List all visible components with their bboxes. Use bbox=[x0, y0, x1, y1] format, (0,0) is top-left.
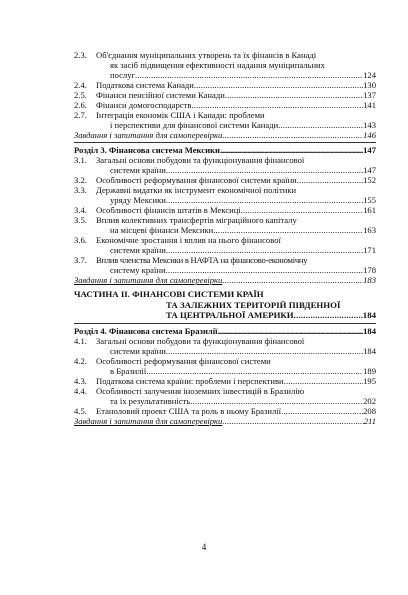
dot-leader bbox=[278, 120, 363, 130]
toc-entry-title-line: в Бразилії bbox=[110, 365, 147, 376]
toc-entry-2-7[interactable] bbox=[74, 110, 376, 130]
toc-entry-4-2[interactable] bbox=[74, 356, 376, 376]
toc-page-number: 130 bbox=[363, 80, 376, 90]
toc-entry-title: Завдання і запитання для самоперевірки bbox=[74, 130, 223, 140]
toc-entry-title: Податкова система країни: проблеми і перспективи bbox=[96, 375, 284, 386]
toc-section-4[interactable] bbox=[74, 326, 376, 336]
toc-entry-title-line: Особливості залучення іноземних інвестицій в Бразилію bbox=[96, 385, 305, 396]
toc-page-number: 152 bbox=[363, 175, 376, 185]
part-title-line: ТА ЗАЛЕЖНИХ ТЕРИТОРІЙ ПІВДЕННОЇ bbox=[166, 299, 341, 310]
dot-leader bbox=[222, 130, 363, 140]
toc-entry-number: 2.6. bbox=[74, 100, 87, 110]
toc-entry-title-line: Економічне зростання і вплив на нього фінансової bbox=[96, 235, 281, 245]
toc-entry-3-7[interactable] bbox=[74, 255, 376, 275]
dot-leader bbox=[191, 100, 363, 110]
toc-page-number: 208 bbox=[363, 405, 376, 416]
toc-section-3[interactable] bbox=[74, 145, 376, 155]
toc-entry-title: Фінанси домогосподарств bbox=[96, 100, 192, 110]
dot-leader bbox=[166, 195, 363, 205]
divider bbox=[74, 323, 376, 324]
dot-leader bbox=[213, 225, 363, 235]
toc-entry-number: 3.6. bbox=[74, 235, 87, 245]
toc-entry-4-4[interactable] bbox=[74, 386, 376, 406]
toc-page-number: 211 bbox=[363, 415, 376, 426]
toc-entry-title-line: і перспективи для фінансової системи Канади bbox=[110, 120, 279, 130]
dot-leader bbox=[194, 80, 363, 90]
toc-entry-title-line: системи країни bbox=[110, 345, 166, 356]
toc-entry-title-line: Інтеграція економік США і Канади: проблеми bbox=[96, 110, 265, 120]
toc-entry-title-line: Державні видатки як інструмент економічної політики bbox=[96, 185, 297, 195]
toc-entry-title: Завдання і запитання для самоперевірки bbox=[74, 415, 223, 426]
toc-entry-3-1[interactable] bbox=[74, 155, 376, 175]
dot-leader bbox=[166, 165, 363, 175]
toc-entry-4-1[interactable] bbox=[74, 336, 376, 356]
dot-leader bbox=[241, 205, 363, 215]
dot-leader bbox=[220, 145, 363, 155]
dot-leader bbox=[166, 245, 363, 255]
toc-self-check-tasks[interactable] bbox=[74, 130, 376, 140]
toc-entry-number: 3.5. bbox=[74, 215, 87, 225]
toc-entry-2-5[interactable] bbox=[74, 90, 376, 100]
toc-entry-number: 2.4. bbox=[74, 80, 87, 90]
toc-page-number: 141 bbox=[363, 100, 376, 110]
toc-page-number: 124 bbox=[363, 70, 376, 80]
toc-entry-title-line: системи країни bbox=[110, 165, 166, 175]
toc-entry-title-line: Вплив членства Мексики в НАФТА на фінансово-економічну bbox=[96, 255, 308, 265]
toc-page-number: 161 bbox=[363, 205, 376, 215]
toc-entry-title-line: уряду Мексики bbox=[110, 195, 166, 205]
toc-entry-3-5[interactable] bbox=[74, 215, 376, 235]
dot-leader bbox=[190, 396, 363, 406]
dot-leader bbox=[222, 275, 363, 285]
part-title-line: ТА ЦЕНТРАЛЬНОЇ АМЕРИКИ bbox=[166, 310, 294, 320]
toc-entry-number: 3.2. bbox=[74, 175, 87, 185]
toc-page-number: 195 bbox=[363, 375, 376, 386]
toc-entry-number: 3.3. bbox=[74, 185, 87, 195]
toc-entry-number: 4.3. bbox=[74, 375, 87, 386]
dot-leader bbox=[225, 90, 363, 100]
toc-page-number: 146 bbox=[363, 130, 376, 140]
toc-page-number: 202 bbox=[363, 395, 376, 406]
toc-entry-title-line: як засіб підвищення ефективності надання муніципальних bbox=[110, 60, 325, 70]
toc-entry-title-line: Вплив колективних трансфертів міграційного капіталу bbox=[96, 215, 297, 225]
toc-page-number: 171 bbox=[363, 245, 376, 255]
toc-page-number: 147 bbox=[363, 145, 376, 155]
toc-entry-3-4[interactable] bbox=[74, 205, 376, 215]
toc-entry-title: Податкова система Канади bbox=[96, 80, 194, 90]
toc-entry-number: 3.1. bbox=[74, 155, 87, 165]
toc-entry-title-line: систему країни bbox=[110, 265, 166, 275]
dot-leader bbox=[297, 175, 363, 185]
toc-entry-number: 4.1. bbox=[74, 335, 87, 346]
toc-page-number: 189 bbox=[363, 365, 376, 376]
toc-entry-title-line: Загальні основи побудови та функціонування фінансової bbox=[96, 335, 305, 346]
toc-page-number: 183 bbox=[363, 275, 376, 285]
toc-entry-number: 2.3. bbox=[74, 50, 87, 60]
toc-entry-number: 4.5. bbox=[74, 405, 87, 416]
toc-page-number: 143 bbox=[363, 120, 376, 130]
toc-page-number: 184 bbox=[363, 325, 376, 336]
toc-entry-3-2[interactable] bbox=[74, 175, 376, 185]
toc-entry-title-line: Особливості реформування фінансової системи bbox=[96, 355, 271, 366]
toc-entry-title: Особливості фінансів штатів в Мексиці bbox=[96, 205, 241, 215]
toc-entry-4-5[interactable] bbox=[74, 406, 376, 416]
toc-entry-3-6[interactable] bbox=[74, 235, 376, 255]
toc-part-2[interactable] bbox=[74, 289, 376, 321]
toc-entry-number: 3.4. bbox=[74, 205, 87, 215]
toc-entry-number: 2.7. bbox=[74, 110, 87, 120]
toc-entry-4-3[interactable] bbox=[74, 376, 376, 386]
toc-self-check-tasks[interactable] bbox=[74, 275, 376, 285]
table-of-contents bbox=[74, 50, 376, 426]
dot-leader bbox=[284, 376, 363, 386]
page-number: 4 bbox=[201, 542, 207, 552]
toc-entry-title: Особливості реформування фінансової системи країни bbox=[96, 175, 297, 185]
dot-leader bbox=[146, 366, 363, 376]
dot-leader bbox=[294, 310, 363, 321]
divider bbox=[74, 142, 376, 143]
toc-entry-title: Етаноловий проект США та роль в ньому Бразилії bbox=[96, 405, 282, 416]
dot-leader bbox=[218, 326, 364, 336]
dot-leader bbox=[166, 346, 363, 356]
toc-page-number: 178 bbox=[363, 265, 376, 275]
toc-entry-title-line: послуг bbox=[110, 70, 136, 80]
dot-leader bbox=[222, 416, 363, 426]
toc-entry-title-line: Загальні основи побудови та функціонування фінансової bbox=[96, 155, 305, 165]
toc-section-title: Розділ 4. Фінансова система Бразилії bbox=[74, 325, 218, 336]
toc-entry-title-line: Об'єднання муніципальних утворень та їх фінансів в Канаді bbox=[96, 50, 317, 60]
toc-entry-2-6[interactable] bbox=[74, 100, 376, 110]
toc-section-title: Розділ 3. Фінансова система Мексики bbox=[74, 145, 220, 155]
toc-entry-number: 4.4. bbox=[74, 385, 87, 396]
toc-entry-number: 4.2. bbox=[74, 355, 87, 366]
toc-entry-title: Завдання і запитання для самоперевірки bbox=[74, 275, 223, 285]
toc-page-number: 137 bbox=[363, 90, 376, 100]
toc-self-check-tasks[interactable] bbox=[74, 416, 376, 426]
toc-page-number: 147 bbox=[363, 165, 376, 175]
dot-leader bbox=[166, 265, 364, 275]
toc-entry-2-3[interactable] bbox=[74, 50, 376, 80]
toc-entry-3-3[interactable] bbox=[74, 185, 376, 205]
toc-entry-number: 3.7. bbox=[74, 255, 87, 265]
toc-entry-title-line: на місцеві фінанси Мексики bbox=[110, 225, 214, 235]
toc-entry-title-line: та їх результативність bbox=[110, 395, 191, 406]
toc-entry-title: Фінанси пенсійної системи Канади bbox=[96, 90, 225, 100]
dot-leader bbox=[135, 70, 363, 80]
part-title-line: ЧАСТИНА ІІ. ФІНАНСОВІ СИСТЕМИ КРАЇН bbox=[74, 289, 264, 299]
toc-page-number: 155 bbox=[363, 195, 376, 205]
toc-page-number: 184 bbox=[362, 310, 376, 320]
dot-leader bbox=[281, 406, 363, 416]
toc-entry-title-line: системи країни bbox=[110, 245, 166, 255]
toc-entry-2-4[interactable] bbox=[74, 80, 376, 90]
toc-entry-number: 2.5. bbox=[74, 90, 87, 100]
toc-page-number: 163 bbox=[363, 225, 376, 235]
toc-page-number: 184 bbox=[363, 345, 376, 356]
